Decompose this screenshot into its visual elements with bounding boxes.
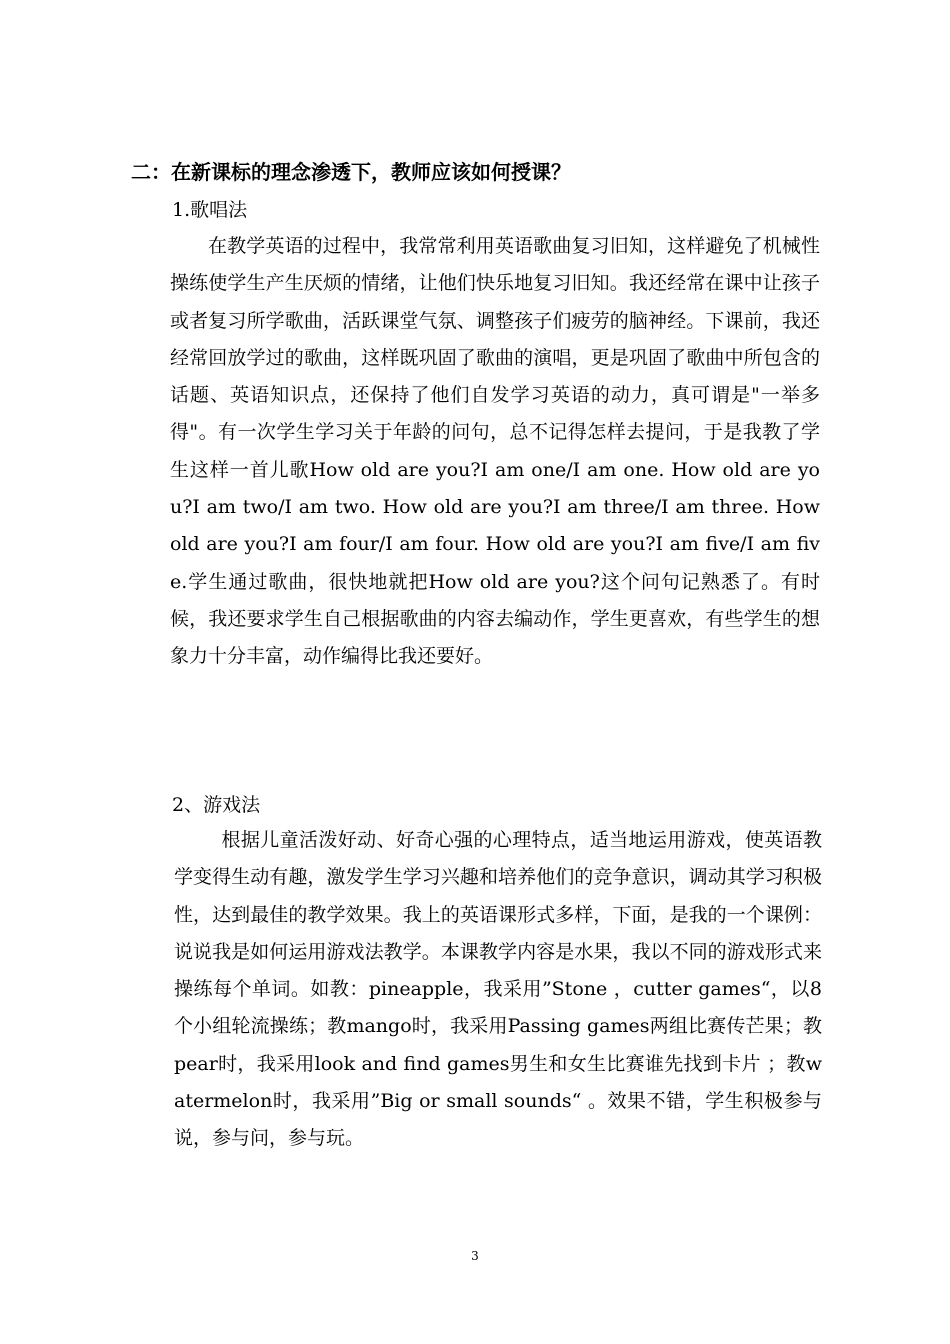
page-number: 3 (471, 1249, 479, 1263)
subsection-title-games: 2、游戏法 (172, 794, 261, 816)
paragraph-singing-method: 在教学英语的过程中，我常常利用英语歌曲复习旧知，这样避免了机械性操练使学生产生厌烦的情绪，让他们快乐地复习旧知。我还经常在课中让孩子或者复习所学歌曲，活跃课堂气氛、调整孩子们疲劳的脑神经。下课前，我还经常回放学过的歌曲，这样既巩固了歌曲的演唱，更是巩固了歌曲中所包含的话题、英语知识点，还保持了他们自发学习英语的动力，真可谓是"一举多得"。有一次学生学习关于年龄的问句，总不记得怎样去提问，于是我教了学生这样一首儿歌How old are you?I am one/I am one. How old are you?I am two/I am two. How old are you?I am three/I am three. How old are you?I am four/I am four. How old are you?I am five/I am five.学生通过歌曲，很快地就把How old are you?这个问句记熟悉了。有时候，我还要求学生自己根据歌曲的内容去编动作，学生更喜欢，有些学生的想象力十分丰富，动作编得比我还要好。 (170, 235, 820, 668)
subsection-title-singing: 1.歌唱法 (172, 199, 248, 221)
section-heading: 二：在新课标的理念渗透下，教师应该如何授课？ (131, 160, 571, 184)
paragraph-game-method: 根据儿童活泼好动、好奇心强的心理特点，适当地运用游戏，使英语教学变得生动有趣，激发学生学习兴趣和培养他们的竞争意识，调动其学习积极性，达到最佳的教学效果。我上的英语课形式多样，下面，是我的一个课例：说说我是如何运用游戏法教学。本课教学内容是水果，我以不同的游戏形式来操练每个单词。如教：pineapple，我采用”Stone ，cutter games“，以8个小组轮流操练；教mango时，我采用Passing games两组比赛传芒果；教pear时，我采用look and find games男生和女生比赛谁先找到卡片 ；教watermelon时，我采用”Big or small sounds“ 。效果不错，学生积极参与说，参与问，参与玩。 (174, 829, 822, 1150)
